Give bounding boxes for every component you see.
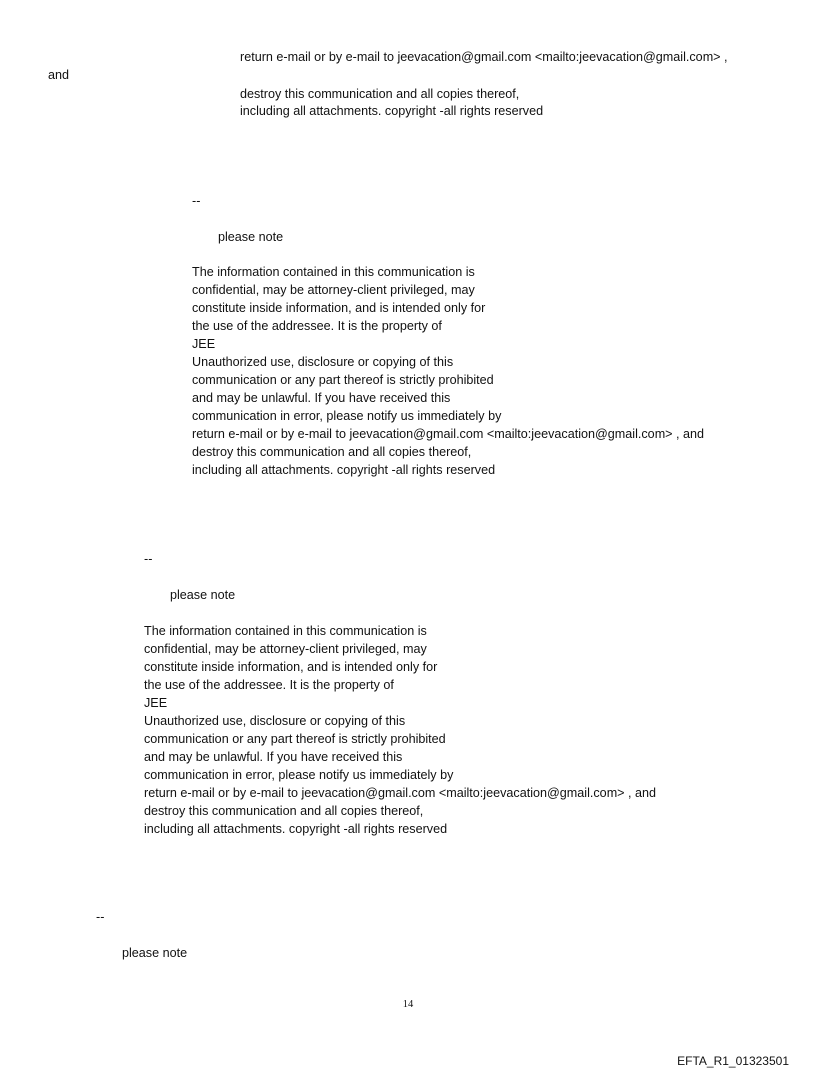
page-number: 14: [402, 999, 414, 1010]
disclaimer-line: confidential, may be attorney-client privileged, may: [144, 642, 427, 656]
disclaimer-line: confidential, may be attorney-client privileged, may: [192, 283, 475, 297]
disclaimer-line: communication in error, please notify us immediately by: [144, 768, 454, 782]
separator: --: [96, 910, 105, 924]
disclaimer-line: return e-mail or by e-mail to jeevacation@gmail.com <mailto:jeevacation@gmail.com> , and: [192, 427, 705, 441]
disclaimer-line: The information contained in this communication is: [192, 265, 475, 279]
separator: --: [192, 194, 201, 208]
document-id: EFTA_R1_01323501: [677, 1054, 789, 1068]
disclaimer-line: and may be unlawful. If you have received this: [192, 391, 451, 405]
disclaimer-line: and may be unlawful. If you have received this: [144, 750, 403, 764]
disclaimer-line: communication or any part thereof is strictly prohibited: [144, 732, 446, 746]
disclaimer-line: JEE: [144, 696, 168, 710]
disclaimer-line: Unauthorized use, disclosure or copying of this: [192, 355, 454, 369]
top-line-3: destroy this communication and all copies thereof,: [240, 87, 520, 101]
disclaimer-line: JEE: [192, 337, 216, 351]
disclaimer-line: constitute inside information, and is intended only for: [192, 301, 486, 315]
please-note-heading: please note: [218, 230, 284, 244]
separator: --: [144, 552, 153, 566]
disclaimer-line: destroy this communication and all copies thereof,: [192, 445, 472, 459]
disclaimer-line: Unauthorized use, disclosure or copying of this: [144, 714, 406, 728]
disclaimer-line: including all attachments. copyright -all rights reserved: [144, 822, 448, 836]
disclaimer-line: the use of the addressee. It is the property of: [144, 678, 394, 692]
top-line-1: return e-mail or by e-mail to jeevacation@gmail.com <mailto:jeevacation@gmail.com> ,: [240, 50, 728, 64]
disclaimer-line: The information contained in this communication is: [144, 624, 427, 638]
please-note-heading: please note: [170, 588, 236, 602]
disclaimer-line: including all attachments. copyright -all rights reserved: [192, 463, 496, 477]
disclaimer-line: constitute inside information, and is intended only for: [144, 660, 438, 674]
disclaimer-line: the use of the addressee. It is the property of: [192, 319, 442, 333]
top-line-4: including all attachments. copyright -all rights reserved: [240, 104, 544, 118]
disclaimer-line: destroy this communication and all copies thereof,: [144, 804, 424, 818]
disclaimer-line: communication or any part thereof is strictly prohibited: [192, 373, 494, 387]
disclaimer-line: communication in error, please notify us immediately by: [192, 409, 502, 423]
please-note-heading: please note: [122, 946, 188, 960]
disclaimer-line: return e-mail or by e-mail to jeevacation@gmail.com <mailto:jeevacation@gmail.com> , and: [144, 786, 657, 800]
top-line-2: and: [48, 68, 70, 82]
